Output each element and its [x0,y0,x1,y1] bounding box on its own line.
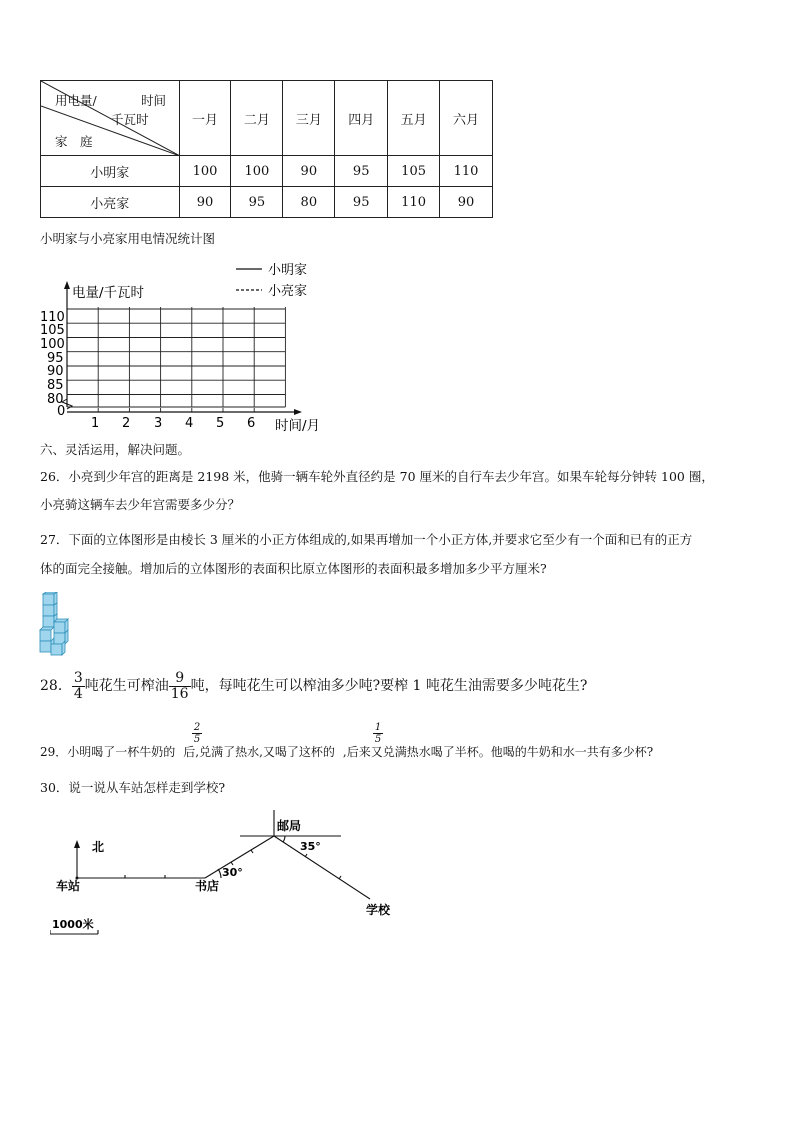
table-diagonal-header [41,81,180,156]
x-tick-label: 3 [154,416,163,431]
fraction: $\frac{9}{16}$ [170,670,189,702]
cube-figure [35,592,75,660]
y-tick-label: 0 [57,404,66,419]
cube [40,627,54,641]
x-axis-arrow [294,409,302,415]
row-label: 小明家 [41,156,180,187]
post-office-label: 邮局 [277,819,302,833]
school-label: 学校 [366,903,391,917]
table-cell: 110 [440,156,493,187]
x-tick-label: 2 [122,416,131,431]
table-cell: 90 [179,187,231,218]
x-tick-label: 4 [185,416,194,431]
y-tick-label: 80 [47,392,64,407]
cube [43,603,57,616]
table-cell: 95 [335,187,388,218]
cube [54,619,68,633]
table-cell: 90 [283,156,335,187]
table-cell: 100 [179,156,231,187]
angle-arc [283,836,285,842]
question-26-line2: 小亮骑这辆车去少年宫需要多少分？ [40,497,241,512]
header-family: 家 庭 [55,134,93,149]
table-cell: 90 [440,187,493,218]
route-map [50,806,410,944]
bookstore-label: 书店 [195,879,220,893]
table-cell: 95 [231,187,283,218]
month-header: 四月 [335,81,388,156]
y-tick-label: 100 [40,337,65,352]
small-fraction: 1 5 [374,722,382,745]
question-text: 29．小明喝了一杯牛奶的 [40,745,176,759]
question-28 [40,671,587,701]
row-label: 小亮家 [41,187,180,218]
question-text: 吨花生可榨油 [84,678,169,695]
section-title: 六、灵活运用，解决问题。 [40,442,191,457]
x-axis-label: 时间/月 [275,418,321,434]
question-27-line1: 27．下面的立体图形是由棱长 3 厘米的小正方体组成的,如果再增加一个小正方体,并要求它至少有一个面和已有的正方 [40,532,693,547]
y-tick-label: 85 [47,378,64,393]
station-label: 车站 [56,879,81,893]
table-cell: 100 [231,156,283,187]
legend-label: 小明家 [268,263,308,278]
header-time: 时间 [141,93,167,108]
table-cell: 105 [388,156,440,187]
chart-grid [67,307,285,412]
x-tick-label: 5 [216,416,225,431]
north-label: 北 [92,840,105,854]
angle-label: 35° [300,840,321,853]
question-29 [40,746,653,758]
y-tick-label: 105 [40,323,65,338]
small-fraction: 2 5 [193,722,201,745]
question-number: 28． [40,678,72,695]
angle-label: 30° [222,866,243,879]
question-27-line2: 体的面完全接触。增加后的立体图形的表面积比原立体图形的表面积最多增加多少平方厘米? [40,561,547,576]
month-header: 六月 [440,81,493,156]
question-30: 30．说一说从车站怎样走到学校? [40,780,226,795]
x-tick-label: 1 [91,416,100,431]
fraction: $\frac{3}{4}$ [73,670,83,702]
angle-arc [218,869,221,878]
y-axis-label: 电量/千瓦时 [72,285,145,301]
month-header: 三月 [283,81,335,156]
electricity-table [40,80,493,218]
cube [43,592,57,605]
question-text: 后,兑满了热水,又喝了这杯的 [183,745,335,759]
scale-label: 1000米 [52,918,94,931]
x-tick-label: 6 [247,416,256,431]
y-tick-label: 90 [47,364,64,379]
table-row [41,187,493,218]
table-cell: 95 [335,156,388,187]
month-header: 一月 [179,81,231,156]
table-row [41,156,493,187]
y-tick-label: 95 [47,351,64,366]
y-axis-arrow [64,281,70,289]
month-header: 二月 [231,81,283,156]
header-usage: 用电量/ [55,93,97,108]
route-post-school [274,836,370,899]
month-header: 五月 [388,81,440,156]
north-arrow-head [74,840,80,848]
question-26-line1: 26．小亮到少年宫的距离是 2198 米，他骑一辆车轮外直径约是 70 厘米的自行车去少年宫。如果车轮每分钟转 100 圈， [40,469,714,484]
question-text: ,后来又兑满热水喝了半杯。他喝的牛奶和水一共有多少杯? [342,745,654,759]
legend-label: 小亮家 [268,284,308,299]
table-cell: 80 [283,187,335,218]
line-chart [40,255,340,440]
table-cell: 110 [388,187,440,218]
question-text: 吨，每吨花生可以榨油多少吨?要榨 1 吨花生油需要多少吨花生? [190,678,588,695]
y-tick-label: 110 [40,310,65,325]
chart-caption: 小明家与小亮家用电情况统计图 [40,231,216,246]
header-kwh: 千瓦时 [111,112,149,127]
